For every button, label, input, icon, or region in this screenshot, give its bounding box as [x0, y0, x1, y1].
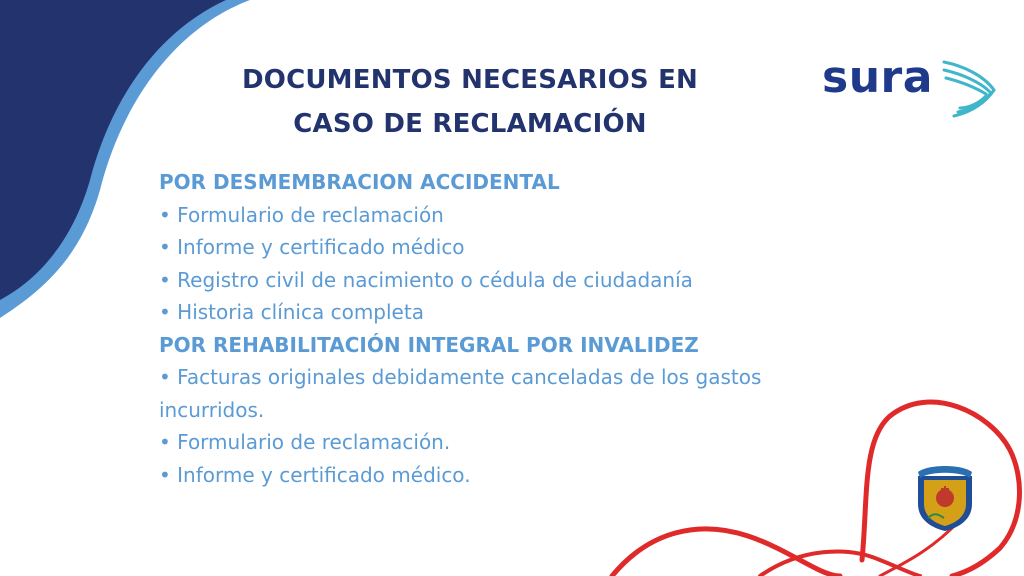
title-line-2: CASO DE RECLAMACIÓN [293, 109, 647, 139]
title-line-1: DOCUMENTOS NECESARIOS EN [242, 65, 698, 95]
school-crest-icon [914, 462, 976, 532]
logo-text: sura [822, 52, 933, 103]
section-heading-rehabilitacion: POR REHABILITACIÓN INTEGRAL POR INVALIDEZ [159, 332, 699, 357]
section-heading-desmembracion: POR DESMEMBRACION ACCIDENTAL [159, 170, 560, 194]
list-item: • Formulario de reclamación [159, 202, 444, 227]
list-item: • Formulario de reclamación. [159, 430, 451, 454]
list-item: • Informe y certificado médico [159, 235, 465, 259]
list-item: • Facturas originales debidamente canceladas de los gastos incurridos. [159, 365, 762, 422]
requirements-list [159, 166, 839, 491]
sura-wing-icon [940, 58, 998, 122]
sura-logo [822, 52, 998, 122]
list-item: • Registro civil de nacimiento o cédula de ciudadanía [159, 267, 693, 292]
list-item: • Informe y certificado médico. [159, 462, 471, 487]
page-title [180, 58, 760, 146]
list-item: • Historia clínica completa [159, 300, 424, 324]
